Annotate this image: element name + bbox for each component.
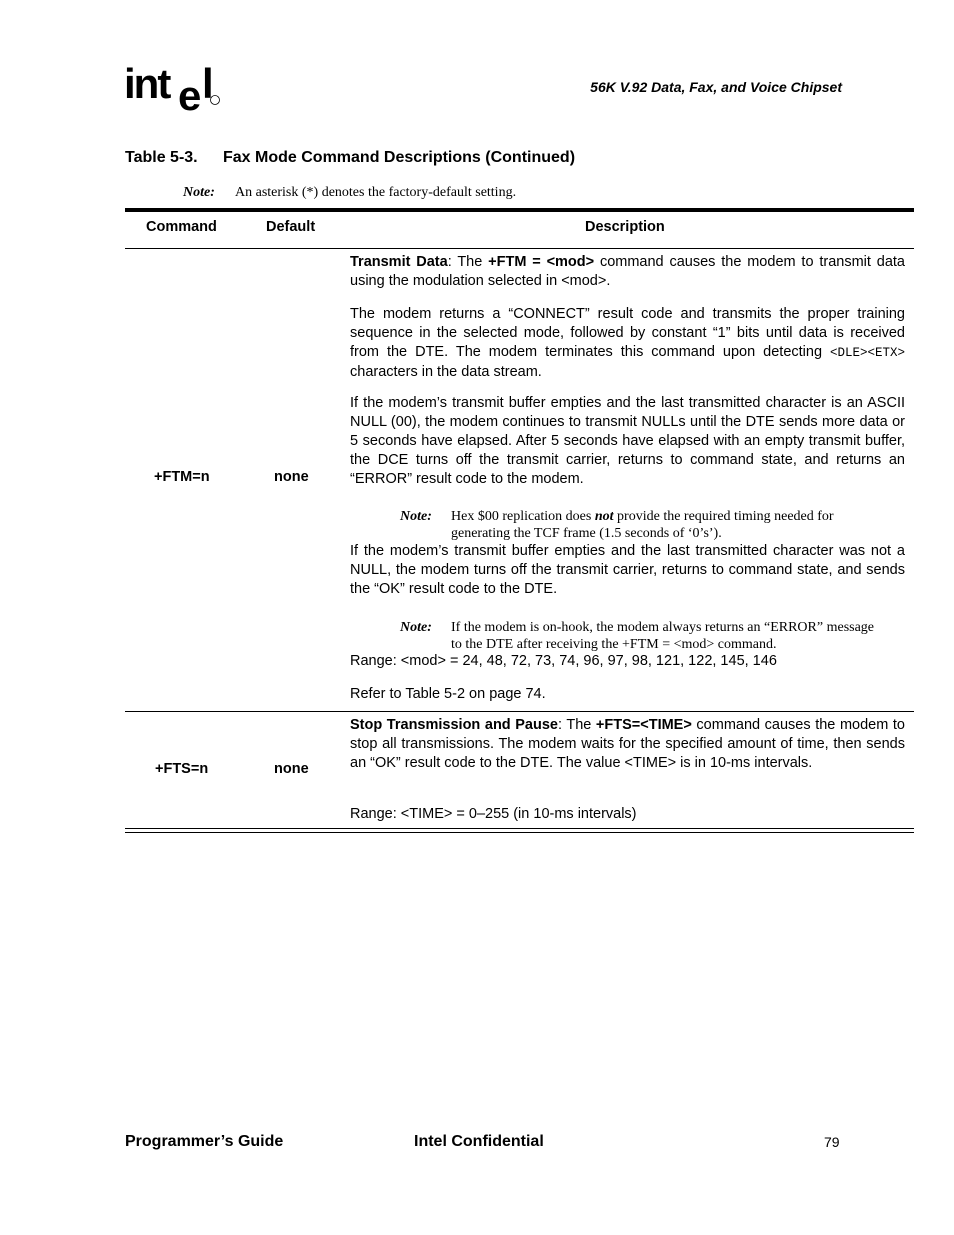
page-number: 79: [824, 1134, 840, 1150]
footer-confidential: Intel Confidential: [414, 1133, 544, 1150]
row-fts-desc-p1: Stop Transmission and Pause: The +FTS=<TIME> command causes the modem to stop all transmissions. The modem waits for the specified amount of time, then sends an “OK” result code to the DTE. The value <TIME> is in 10-ms intervals.: [350, 717, 905, 771]
row-fts-command: +FTS=n: [155, 761, 209, 777]
svg-text:e: e: [178, 72, 202, 119]
note-label: Note:: [183, 185, 215, 200]
row-ftm-note-1: Note: Hex $00 replication does not provide the required timing needed for generating the TCF frame (1.5 seconds of ‘0’s’).: [400, 509, 834, 541]
document-title: 56K V.92 Data, Fax, and Voice Chipset: [590, 79, 842, 95]
row-fts-range: Range: <TIME> = 0–255 (in 10-ms intervals): [350, 806, 637, 822]
row-ftm-range: Range: <mod> = 24, 48, 72, 73, 74, 96, 97, 98, 121, 122, 145, 146: [350, 653, 777, 669]
row-fts-default: none: [274, 761, 309, 777]
svg-text:l: l: [202, 60, 214, 107]
cross-reference-link[interactable]: Table 5-2 on page 74: [405, 686, 542, 702]
column-header-command: Command: [146, 219, 217, 235]
table-top-rule: [125, 208, 914, 212]
table-bottom-rule-2: [125, 832, 914, 833]
row-divider: [125, 711, 914, 712]
row-ftm-refer: Refer to Table 5-2 on page 74.: [350, 686, 546, 702]
row-ftm-desc-p4: If the modem’s transmit buffer empties and the last transmitted character was not a NULL, the modem turns off the transmit carrier, returns to command state, and sends the “OK” result code to the DTE.: [350, 543, 905, 597]
row-ftm-desc-p2: The modem returns a “CONNECT” result code and transmits the proper training sequence in the selected mode, followed by constant “1” bits until data is received from the DTE. The modem terminates this command upon detecting <DLE><ETX> characters in the data stream.: [350, 306, 905, 380]
footer-guide-title: Programmer’s Guide: [125, 1133, 284, 1150]
table-number: Table 5-3.: [125, 149, 198, 166]
svg-text:int: int: [124, 60, 170, 107]
column-header-default: Default: [266, 219, 316, 235]
table-title: Fax Mode Command Descriptions (Continued): [223, 149, 576, 166]
row-ftm-desc-p3: If the modem’s transmit buffer empties and the last transmitted character is an ASCII NULL (00), the modem continues to transmit NULLs until the DTE sends more data or 5 seconds have elapsed. After 5 seconds have elapsed with an empty transmit buffer, the DCE turns off the transmit carrier, returns to command state, and returns an “ERROR” result code to the modem.: [350, 395, 905, 487]
header-rule: [125, 248, 914, 249]
row-ftm-note-2: Note: If the modem is on-hook, the modem always returns an “ERROR” message to the DTE after receiving the +FTM = <mod> command.: [400, 620, 875, 652]
note-text: An asterisk (*) denotes the factory-default setting.: [235, 185, 517, 200]
row-ftm-desc-p1: Transmit Data: The +FTM = <mod> command causes the modem to transmit data using the modulation selected in <mod>.: [350, 254, 905, 289]
table-note: [183, 185, 516, 201]
table-bottom-rule-1: [125, 828, 914, 829]
column-header-description: Description: [585, 219, 665, 235]
table-caption: [125, 149, 575, 167]
row-ftm-command: +FTM=n: [154, 469, 210, 485]
intel-logo: [124, 60, 224, 120]
row-ftm-default: none: [274, 469, 309, 485]
